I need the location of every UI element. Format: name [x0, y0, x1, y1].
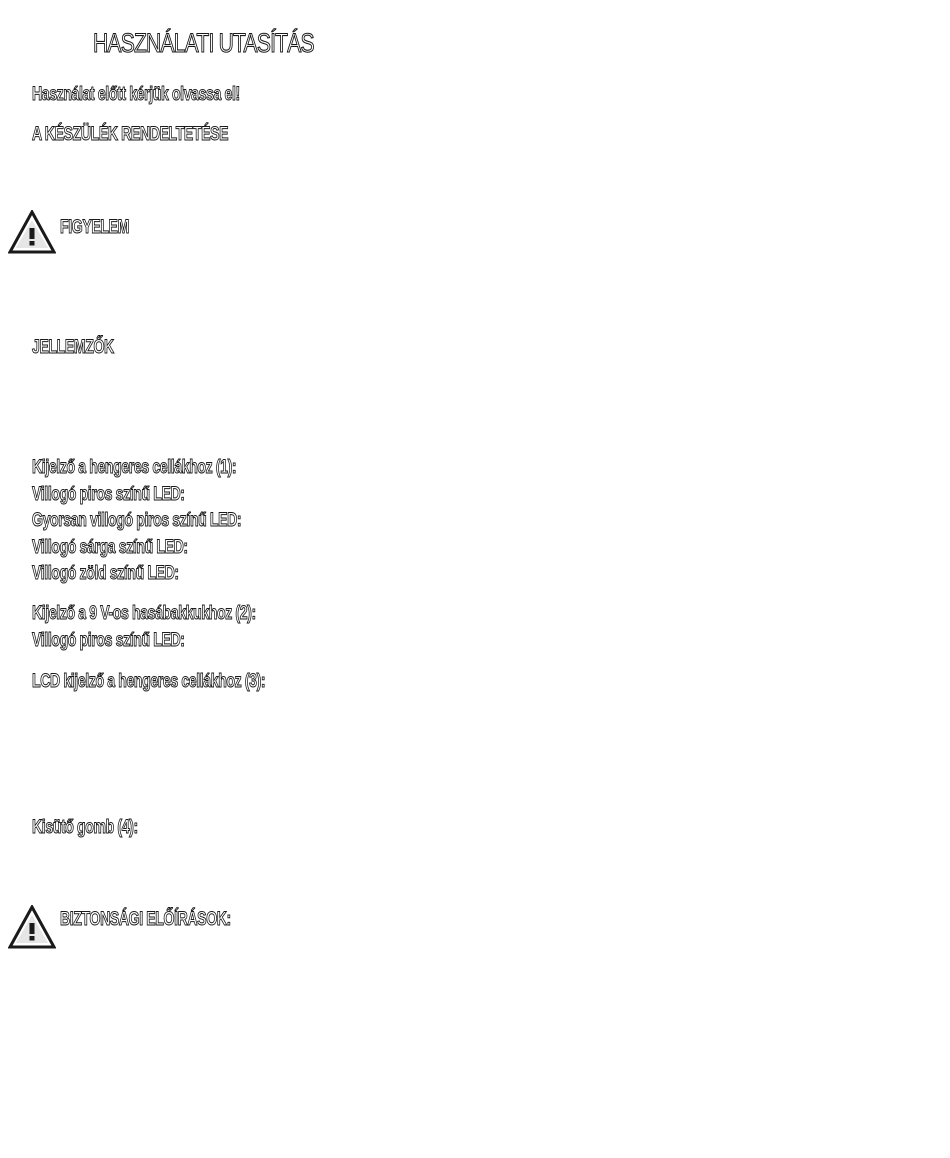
list-item: Villogó sárga színű LED:: [32, 536, 188, 558]
list-item: Villogó piros színű LED:: [32, 629, 185, 651]
section-heading-features: JELLEMZŐK: [32, 337, 114, 358]
section-heading-attention: FIGYELEM: [60, 217, 129, 238]
prism-display-block: [32, 601, 334, 654]
list-item: Villogó zöld színű LED:: [32, 563, 179, 584]
section-heading-safety: BIZTONSÁGI ELŐÍRÁSOK:: [60, 909, 231, 930]
warning-icon: [8, 905, 56, 949]
list-item: Villogó piros színű LED:: [32, 483, 185, 505]
list-item: Kijelző a 9 V-os hasábakkukhoz (2):: [32, 603, 256, 624]
cylindrical-display-block: [32, 455, 315, 588]
intro-text: Használat előtt kérjük olvassa el!: [32, 84, 240, 105]
discharge-button-label: Kisütő gomb (4):: [32, 817, 138, 838]
page-title: HASZNÁLATI UTASÍTÁS: [93, 28, 314, 58]
lcd-display-label: LCD kijelző a hengeres cellákhoz (3):: [32, 671, 266, 692]
section-heading-purpose: A KÉSZÜLÉK RENDELTETÉSE: [32, 124, 229, 145]
list-item: Kijelző a hengeres cellákhoz (1):: [32, 457, 237, 478]
list-item: Gyorsan villogó piros színű LED:: [32, 510, 242, 531]
warning-icon: [8, 210, 56, 254]
